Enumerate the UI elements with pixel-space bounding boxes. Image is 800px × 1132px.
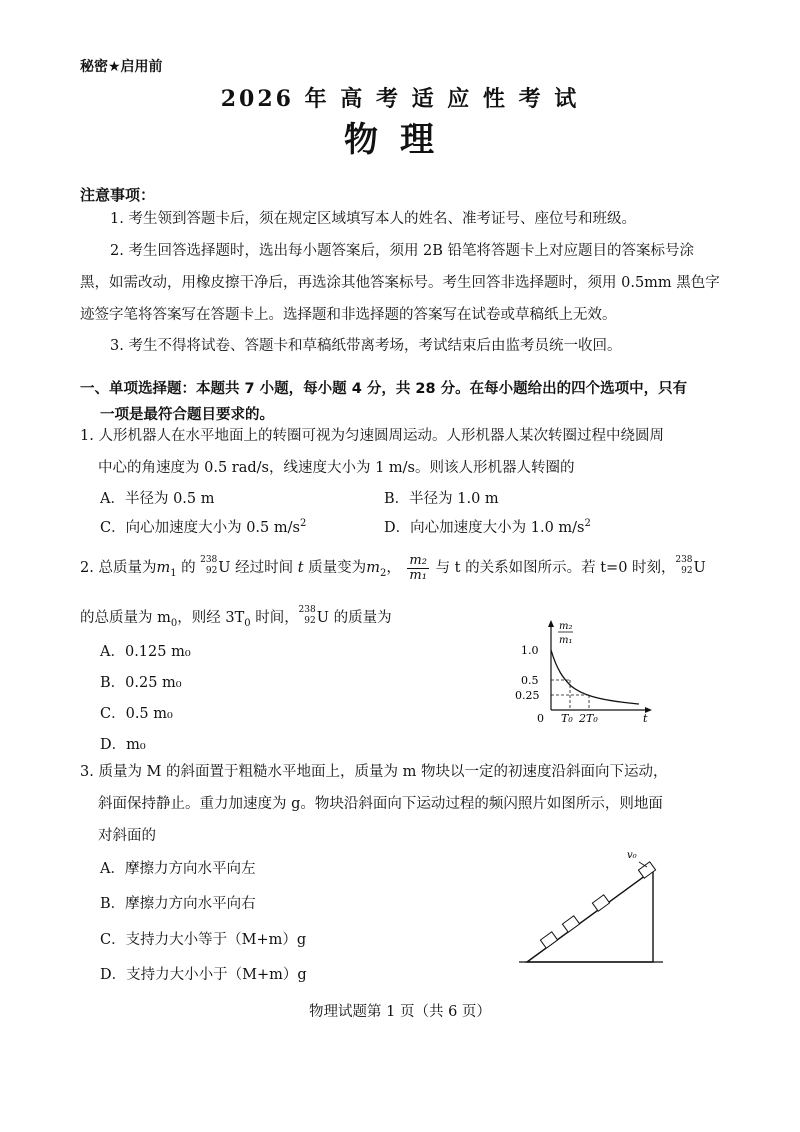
incline-figure [515, 842, 665, 968]
tick-0-25: 0.25 [515, 689, 540, 702]
q2-m1: m [156, 560, 171, 576]
tick-origin: 0 [537, 712, 544, 725]
subject-title: 物理 [344, 120, 456, 160]
page-footer: 物理试题第 1 页（共 6 页） [309, 1004, 491, 1020]
q2-m2: m [366, 560, 380, 576]
q3-option-c: C．支持力大小等于（M+m）g [100, 932, 307, 948]
q1-option-c-text: C．向心加速度大小为 0.5 m/s [100, 520, 300, 536]
secret-mark: 秘密★启用前 [80, 59, 163, 75]
v0-label: v₀ [627, 850, 637, 861]
q3-line-3: 对斜面的 [98, 828, 156, 844]
uranium-symbol: U [218, 560, 231, 576]
q2-l2-sub: 0 [170, 617, 178, 629]
q1-option-b: B．半径为 1.0 m [384, 491, 499, 507]
q2-m1-sub: 1 [170, 567, 177, 579]
decay-curve [551, 650, 639, 704]
q2-l2-end: 的质量为 [328, 610, 392, 626]
block-2 [562, 916, 579, 932]
notice-heading: 注意事项： [80, 186, 156, 204]
decay-graph [515, 618, 655, 728]
q3-option-d: D．支持力大小小于（M+m）g [100, 967, 307, 983]
q3-option-a: A．摩擦力方向水平向左 [100, 861, 256, 877]
q2-lead: 2. 总质量为 [80, 560, 157, 576]
uranium-symbol-2: U [693, 560, 706, 576]
q2-line-1 [80, 550, 720, 592]
q2-tail: 与 t 的关系如图所示。若 t=0 时刻， [435, 560, 676, 576]
tick-1-0: 1.0 [521, 644, 539, 657]
q1-option-d-text: D．向心加速度大小为 1.0 m/s [384, 520, 585, 536]
mass-ratio-fraction: $\frac{\text{m₂}}{\text{m₁}}$ [409, 552, 427, 583]
section-line-2: 一项是最符合题目要求的。 [100, 407, 274, 423]
q1-line-1: 1. 人形机器人在水平地面上的转圈可视为匀速圆周运动。人形机器人某次转圈过程中绕圆周 [80, 428, 664, 444]
tick-t0: T₀ [561, 712, 573, 725]
tick-2t0: 2T₀ [579, 712, 598, 725]
q1-option-a: A．半径为 0.5 m [100, 491, 215, 507]
q2-t: t [297, 560, 304, 576]
q2-option-b: B．0.25 m₀ [100, 675, 182, 691]
q1-option-c [100, 516, 306, 537]
q1-line-2: 中心的角速度为 0.5 rad/s，线速度大小为 1 m/s。则该人形机器人转圈的 [98, 460, 575, 476]
q2-l2-pre: 的总质量为 m [80, 610, 171, 626]
q2-l2-sub2: 0 [244, 617, 251, 629]
q1-option-c-exp: 2 [299, 518, 307, 530]
q3-line-1: 3. 质量为 M 的斜面置于粗糙水平地面上，质量为 m 物块以一定的初速度沿斜面向下运动， [80, 764, 668, 780]
question-1 [80, 420, 720, 484]
q2-l2-mid: ，则经 3T [177, 610, 245, 626]
graph-y-num: m₂ [559, 621, 573, 632]
q3-line-2: 斜面保持静止。重力加速度为 g。物块沿斜面向下运动过程的频闪照片如图所示，则地面 [98, 796, 663, 812]
q2-l2-tail: 时间， [250, 610, 299, 626]
notice-item-3: 3. 考生不得将试卷、答题卡和草稿纸带离考场，考试结束后由监考员统一收回。 [110, 338, 622, 354]
tick-0-5: 0.5 [521, 674, 539, 687]
q1-option-d-exp: 2 [584, 518, 591, 530]
x-axis-label: t [643, 712, 648, 725]
y-axis-arrow [548, 620, 554, 627]
exam-title: 2026 年 高 考 适 应 性 考 试 [220, 86, 580, 112]
notice-item-1: 1. 考生领到答题卡后，须在规定区域填写本人的姓名、准考证号、座位号和班级。 [110, 211, 636, 227]
q2-option-a: A．0.125 m₀ [100, 644, 191, 660]
q2-option-d: D．m₀ [100, 737, 146, 753]
q2-mid: 经过时间 [230, 560, 298, 576]
q2-de: 的 [176, 560, 196, 576]
block-1 [540, 932, 557, 948]
q2-option-c: C．0.5 m₀ [100, 706, 173, 722]
uranium-isotope: 238 92 [200, 555, 218, 576]
q2-m2-sub: 2 [379, 567, 387, 579]
section-line-1: 一、单项选择题：本题共 7 小题，每小题 4 分，共 28 分。在每小题给出的四个选项中，只有 [80, 381, 688, 397]
block-3 [592, 895, 609, 911]
uranium-isotope-3: 238 92 [298, 605, 316, 626]
question-3 [80, 756, 720, 852]
q2-comma: ， [386, 560, 401, 576]
notice-item-2: 2. 考生回答选择题时，选出每小题答案后，须用 2B 铅笔将答题卡上对应题目的答案标号涂黑，如需改动，用橡皮擦干净后，再选涂其他答案标号。考生回答非选择题时，须用 0.5mm 黑色字迹签字笔将答案写在答题卡上。选择题和非选择题的答案写在试卷或草稿纸上无效。 [80, 243, 720, 323]
graph-y-den: m₁ [559, 635, 573, 646]
q3-option-b: B．摩擦力方向水平向右 [100, 896, 256, 912]
uranium-isotope-2: 238 92 [675, 555, 693, 576]
q1-option-d [384, 516, 591, 537]
uranium-symbol-3: U [316, 610, 329, 626]
q2-mid2: 质量变为 [303, 560, 367, 576]
